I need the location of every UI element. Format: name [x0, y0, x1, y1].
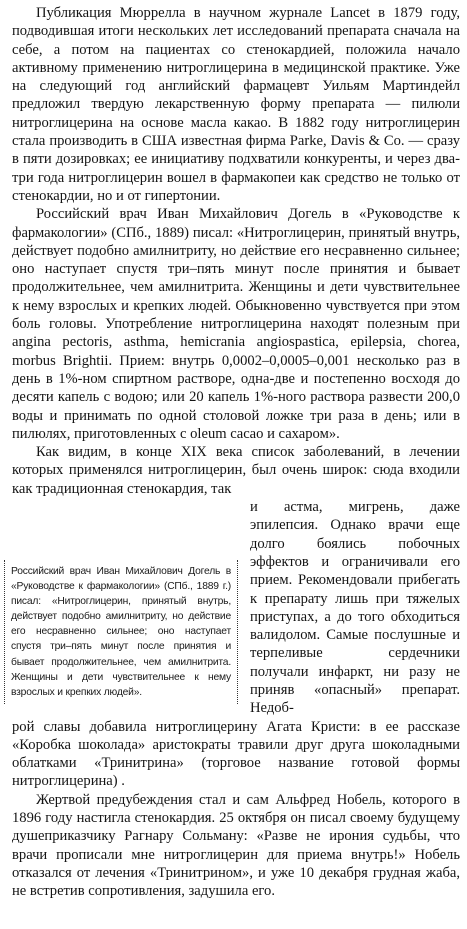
paragraph-disease-list-side: и астма, мигрень, даже эпилепсия. Однако врачи еще долго боялись побочных эффектов и ограничивали его прием. Рекомендовали прибегать к препарату лишь при тяжелых приступах, а до того обходиться валидолом. Самые послушные и терпеливые сердечники получали инфаркт, ни разу не приняв «опасный» препарат. Недоб-: [250, 499, 460, 717]
paragraph-agatha-christie: рой славы добавила нитроглицерину Агата Кристи: в ее рассказе «Коробка шоколада» аристократы травили друг друга шоколадными облатками «Тринитрина» (торговое название готовой формы нитроглицерина) .: [12, 718, 460, 790]
paragraph-nobel: Жертвой предубеждения стал и сам Альфред Нобель, которого в 1896 году настигла стенокардия. 25 октября он писал своему будущему душеприказчику Рагнару Сольману: «Разве не ирония судьбы, что врачи прописали мне нитроглицерин для приема внутрь!» Нобель отказался от лечения «Тринитрином», и уже 10 декабря грудная жаба, не встретив сопротивления, задушила его.: [12, 791, 460, 900]
sidebar-quote-text: Российский врач Иван Михайлович Догель в «Руководстве к фармакологии» (СПб., 1889 г.) писал: «Нитроглицерин, принятый внутрь, действует подобно амилнитриту, но действие его несравненно сильнее; оно наступает спустя три–пять минут после принятия и бывает продолжительнее, чем амилнитрита. Женщины и дети чувствительнее к нему взрослых и крепких людей».: [11, 566, 231, 698]
paragraph-disease-list-column: [250, 498, 460, 718]
article-page: [12, 4, 460, 901]
sidebar-quote-box: [4, 560, 238, 704]
paragraph-dogel-quote: Российский врач Иван Михайлович Догель в «Руководстве к фармакологии» (СПб., 1889) писал: «Нитроглицерин, принятый внутрь, действует подобно амилнитриту, но действие его несравненно сильнее; оно наступает спустя три–пять минут после принятия и бывает продолжительнее, чем амилнитрита. Женщины и дети чувствительнее к нему взрослых и крепких людей. Обыкновенно чувствуется при этом боль головы. Употребление нитроглицерина находят полезным при angina pectoris, asthma, hemicrania angiospastica, epilepsia, chorea, morbus Brightii. Прием: внутрь 0,0002–0,0005–0,001 несколько раз в день в 1%-ном спиртном растворе, одна-две и постепенно восходя до десяти капель с водою; или 20 капель 1%-ного раствора развести 200,0 воды и принимать по одной столовой ложке три раза в день; или в пилюлях, приготовленных с oleum cacao и сахаром».: [12, 206, 460, 442]
paragraph-disease-list-top: Как видим, в конце XIX века список заболеваний, в лечении которых применялся нитроглицерин, был очень широк: сюда входили как традиционная стенокардия, так: [12, 444, 460, 497]
paragraph-murrell-publication: Публикация Мюррелла в научном журнале Lancet в 1879 году, подводившая итоги нескольких лет исследований препарата сначала на себе, а потом на пациентах со стенокардией, положила начало активному применению нитроглицерина в медицинской практике. Уже на следующий год английский фармацевт Уильям Мартиндейл предложил твердую лекарственную форму препарата — пилюли нитроглицерина на основе масла какао. В 1882 году нитроглицерин стала производить в США известная фирма Parke, Davis & Co. — сразу в пяти дозировках; ее инициативу подхватили конкуренты, и через два-три года нитроглицерин вошел в фармакопеи как средство не только от стенокардии, но и от гипертонии.: [12, 5, 460, 204]
